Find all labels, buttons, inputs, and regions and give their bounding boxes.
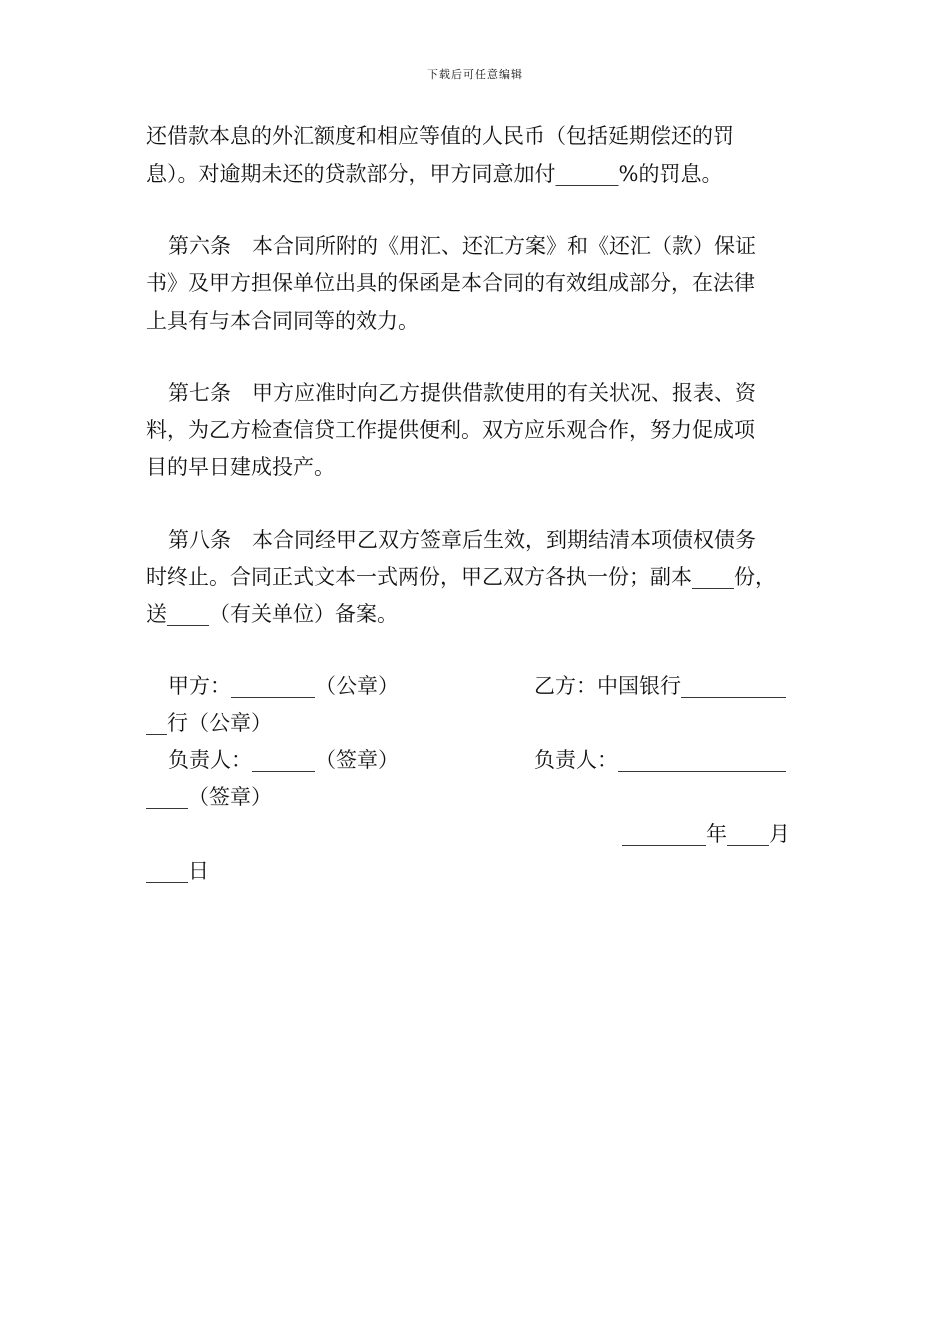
text-line: 第八条 本合同经甲乙双方签章后生效，到期结清本项债权债务 [168, 528, 756, 552]
text-line: 目的早日建成投产。 [146, 455, 335, 479]
text-line: 上具有与本合同同等的效力。 [146, 309, 419, 333]
party-a-seal: 甲方：________（公章） [168, 674, 399, 698]
date-year-month: ________年____月 [622, 822, 790, 846]
date-day: ____日 [146, 859, 209, 883]
party-b-seal: __行（公章） [146, 711, 272, 735]
text-line: 时终止。合同正式文本一式两份，甲乙双方各执一份；副本____份， [146, 565, 776, 589]
page-header: 下载后可任意编辑 [427, 68, 523, 81]
text-line: 书》及甲方担保单位出具的保函是本合同的有效组成部分，在法律 [146, 271, 755, 295]
text-line: 第六条 本合同所附的《用汇、还汇方案》和《还汇（款）保证 [168, 234, 756, 258]
party-b-signature: ____（签章） [146, 785, 272, 809]
text-line: 送____（有关单位）备案。 [146, 602, 398, 626]
party-a-representative: 负责人：______（签章） [168, 748, 399, 772]
text-line: 料，为乙方检查信贷工作提供便利。双方应乐观合作，努力促成项 [146, 418, 755, 442]
party-b-bank: 乙方：中国银行__________ [534, 674, 786, 698]
text-line: 还借款本息的外汇额度和相应等值的人民币（包括延期偿还的罚 [146, 124, 734, 148]
party-b-representative: 负责人：________________ [534, 748, 786, 772]
text-line: 第七条 甲方应准时向乙方提供借款使用的有关状况、报表、资 [168, 381, 756, 405]
text-line: 息）。对逾期未还的贷款部分，甲方同意加付______%的罚息。 [146, 162, 723, 186]
